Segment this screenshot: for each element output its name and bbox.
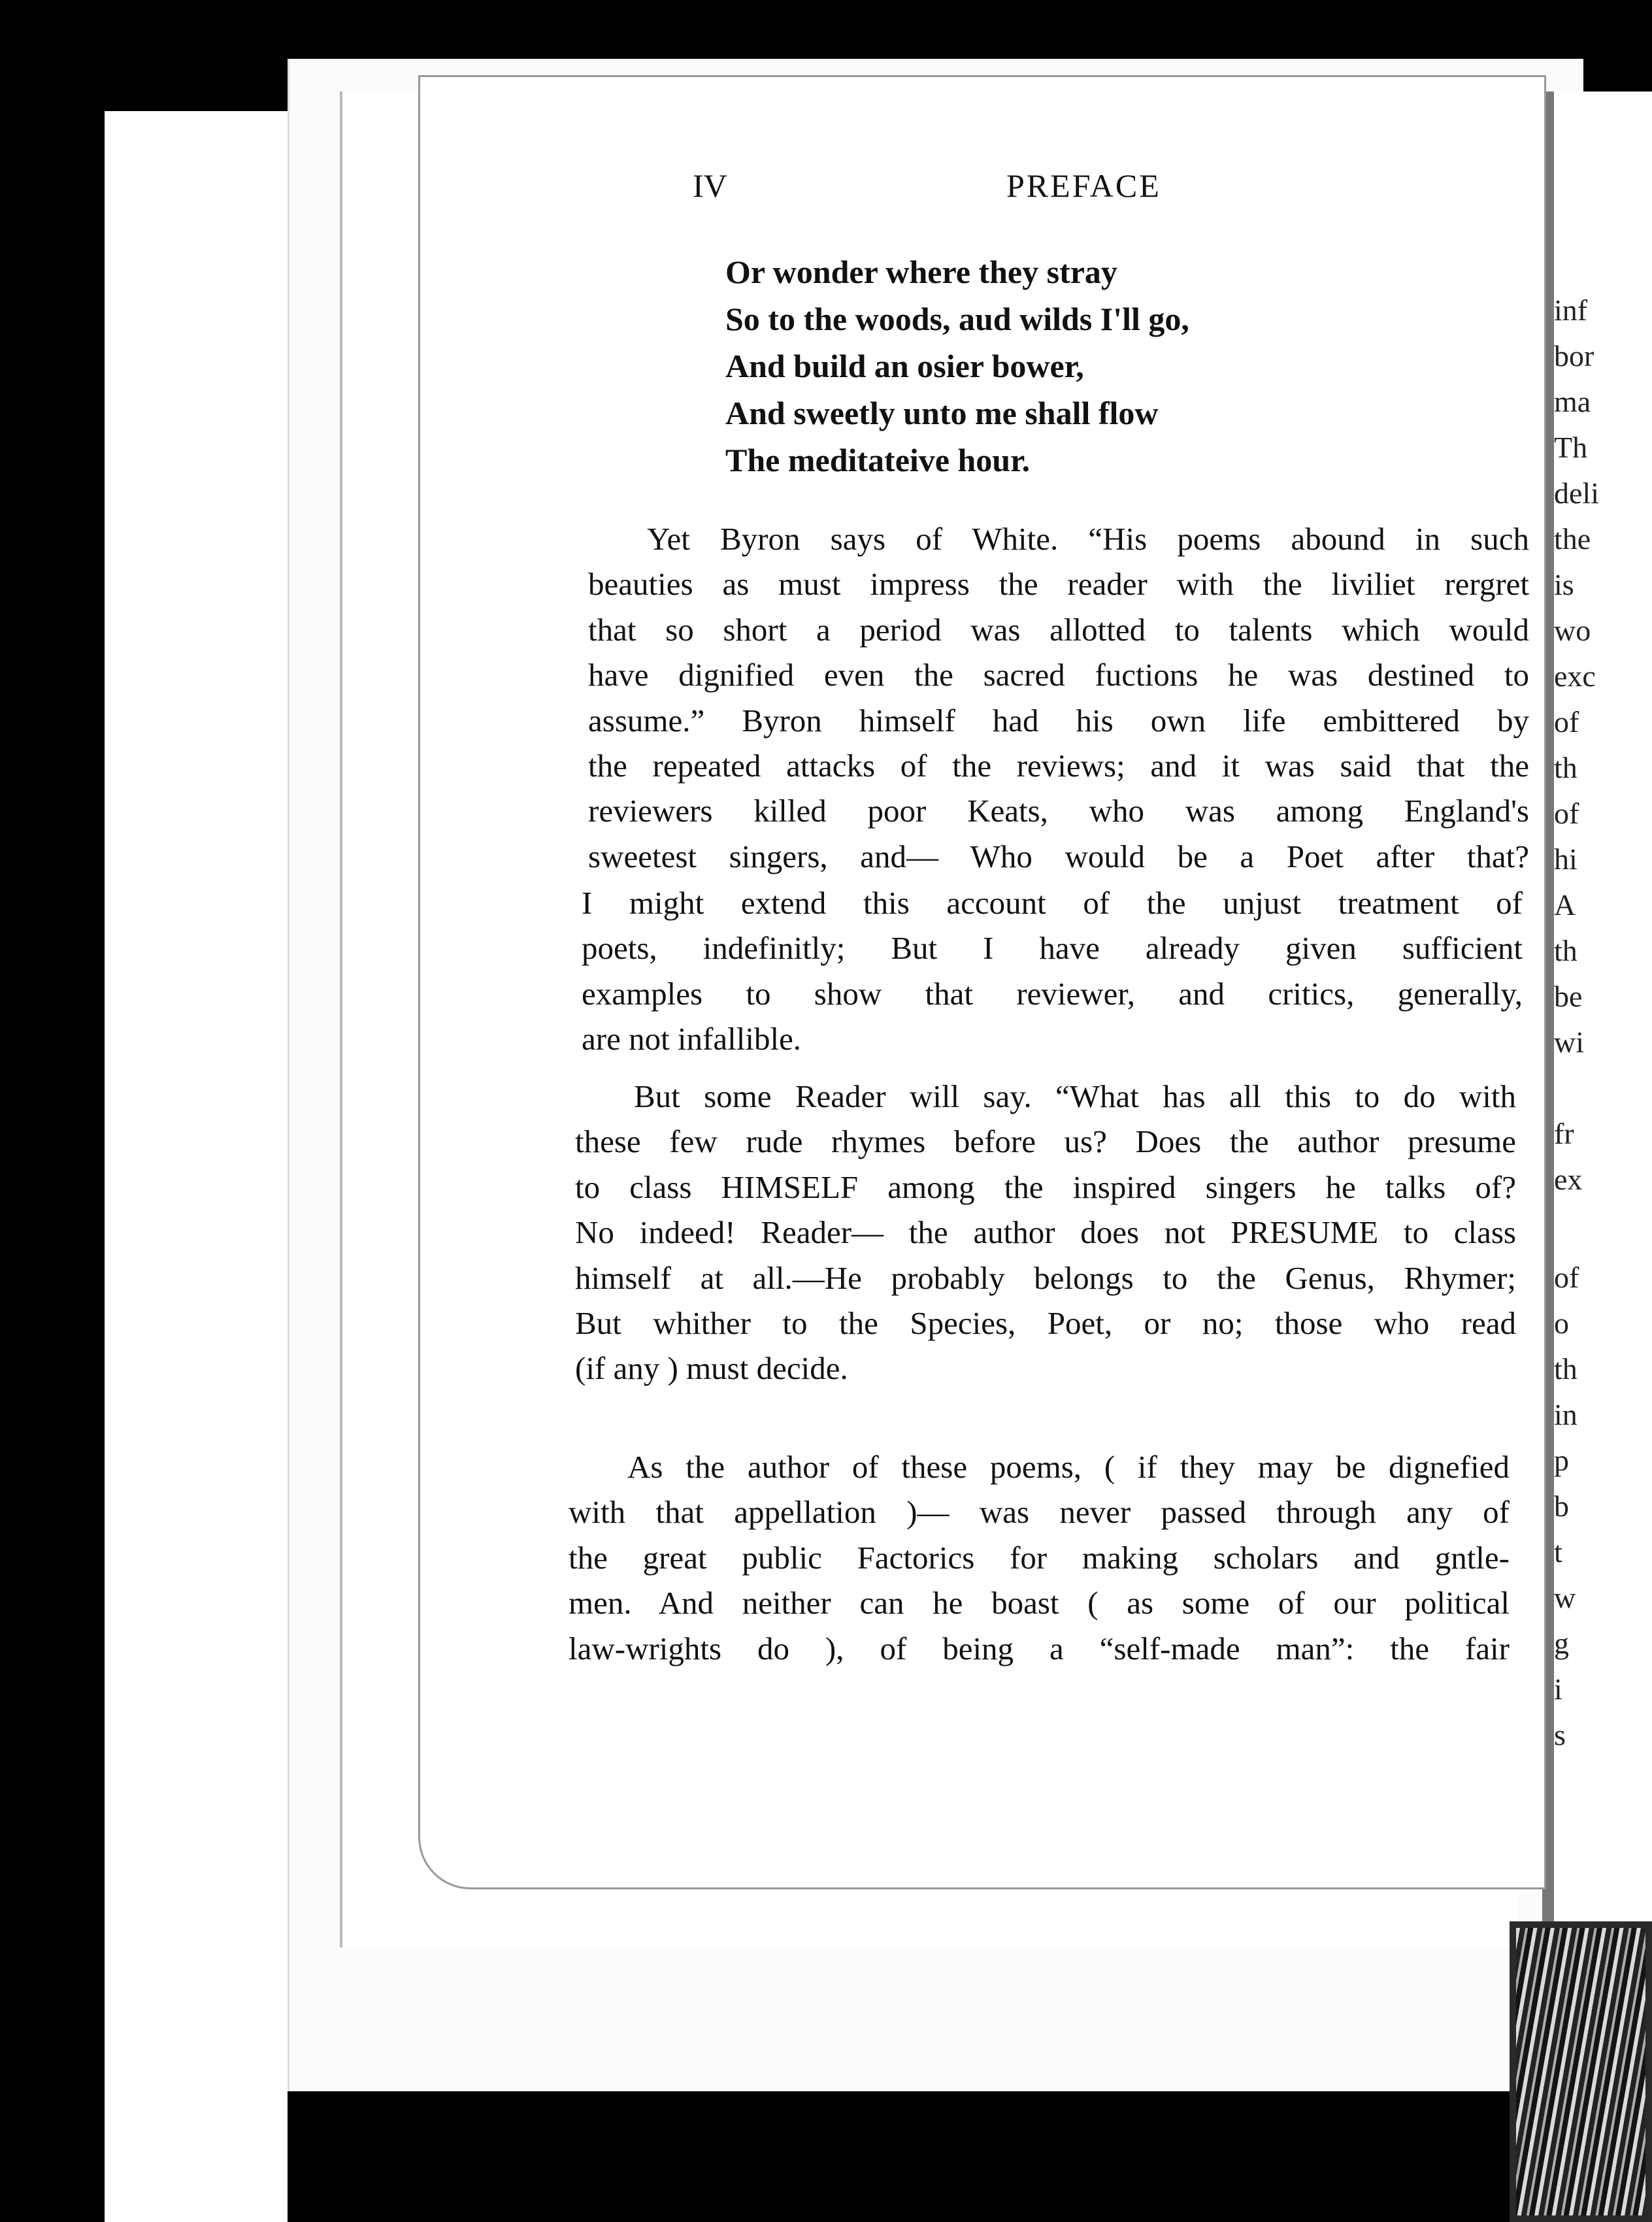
paragraph-reader-question — [575, 1074, 1516, 1391]
verse-quotation — [725, 248, 1313, 484]
facing-page-fragment: th — [1554, 751, 1578, 784]
facing-page-fragment: of — [1554, 1261, 1579, 1294]
binding-edge — [1510, 1921, 1652, 2222]
verse-line: The meditateive hour. — [725, 442, 1031, 478]
text-line: law-wrights do ), of being a “self-made man”: the fair — [569, 1630, 1510, 1666]
text-line: are not infallible. — [582, 1021, 802, 1057]
text-line: No indeed! Reader— the author does not PRESUME to class — [575, 1214, 1516, 1251]
facing-page-fragment: th — [1554, 934, 1578, 967]
verse-line: So to the woods, aud wilds I'll go, — [725, 301, 1189, 337]
facing-page-fragment: Th — [1554, 431, 1588, 464]
facing-page-fragment: deli — [1554, 476, 1599, 510]
text-line: But whither to the Species, Poet, or no; those who read — [575, 1304, 1516, 1341]
facing-page-fragment: s — [1554, 1718, 1566, 1751]
facing-page-fragment: be — [1554, 980, 1583, 1013]
text-line: have dignified even the sacred fuctions he was destined to — [588, 657, 1529, 693]
paragraph-byron — [588, 516, 1529, 879]
facing-page-fragment: bor — [1554, 339, 1594, 373]
facing-page-fragment: t — [1554, 1535, 1562, 1568]
facing-page-fragment: in — [1554, 1398, 1578, 1431]
text-line: these few rude rhymes before us? Does the author presume — [575, 1123, 1516, 1160]
facing-page-fragment: the — [1554, 522, 1591, 556]
text-line: sweetest singers, and— Who would be a Poet after that? — [588, 838, 1529, 874]
facing-page-text-lower — [1554, 1255, 1652, 1758]
facing-page-fragment: A — [1554, 888, 1576, 921]
text-line: reviewers killed poor Keats, who was among England's — [588, 793, 1529, 829]
text-line: the great public Factorics for making scholars and gntle- — [569, 1539, 1510, 1576]
back-sheet — [105, 111, 288, 2222]
facing-page-fragment: ma — [1554, 385, 1591, 418]
facing-page-fragment: wi — [1554, 1025, 1584, 1059]
text-line: the repeated attacks of the reviews; and it was said that the — [588, 747, 1529, 784]
text-line: As the author of these poems, ( if they may be dignefied — [627, 1449, 1510, 1485]
text-line: men. And neither can he boast ( as some of our political — [569, 1585, 1510, 1621]
verse-line: And sweetly unto me shall flow — [725, 395, 1159, 431]
text-line: examples to show that reviewer, and critics, generally, — [582, 975, 1523, 1012]
facing-page-text-upper — [1554, 288, 1652, 1202]
facing-page-fragment: ex — [1554, 1163, 1583, 1196]
text-line: (if any ) must decide. — [575, 1350, 848, 1387]
facing-page-fragment: b — [1554, 1489, 1569, 1523]
verse-line: Or wonder where they stray — [725, 254, 1117, 290]
facing-page-fragment: w — [1554, 1581, 1576, 1614]
verse-line: And build an osier bower, — [725, 348, 1084, 384]
running-head — [693, 167, 1202, 212]
facing-page-fragment: wo — [1554, 614, 1591, 647]
facing-page-fragment: o — [1554, 1306, 1569, 1340]
paragraph-unjust-treatment — [582, 880, 1523, 1062]
facing-page-fragment: hi — [1554, 842, 1578, 876]
paragraph-author-education — [569, 1444, 1510, 1671]
facing-page-fragment: fr — [1554, 1117, 1574, 1150]
text-line: to class HIMSELF among the inspired singers he talks of? — [575, 1169, 1516, 1205]
text-line: But some Reader will say. “What has all this to do with — [634, 1078, 1516, 1114]
facing-page-fragment: inf — [1554, 293, 1588, 327]
text-line: that so short a period was allotted to talents which would — [588, 611, 1529, 648]
facing-page-fragment: g — [1554, 1627, 1569, 1660]
text-line: I might extend this account of the unjust treatment of — [582, 885, 1523, 921]
text-line: assume.” Byron himself had his own life embittered by — [588, 702, 1529, 738]
section-title: PREFACE — [1006, 167, 1161, 204]
text-line: with that appellation )— was never passed through any of — [569, 1494, 1510, 1531]
text-line: poets, indefinitly; But I have already given sufficient — [582, 930, 1523, 967]
facing-page-fragment: p — [1554, 1444, 1569, 1477]
facing-page-fragment: th — [1554, 1352, 1578, 1385]
text-line: beauties as must impress the reader with the liviliet rergret — [588, 566, 1529, 603]
facing-page-fragment: exc — [1554, 659, 1596, 693]
text-line: himself at all.—He probably belongs to the Genus, Rhymer; — [575, 1259, 1516, 1296]
page-number: IV — [693, 167, 727, 204]
facing-page-fragment — [1554, 1065, 1652, 1111]
facing-page-fragment: i — [1554, 1672, 1562, 1706]
text-line: Yet Byron says of White. “His poems abound in such — [647, 521, 1529, 557]
facing-page-fragment: of — [1554, 705, 1579, 738]
facing-page-fragment: of — [1554, 797, 1579, 830]
facing-page-fragment: is — [1554, 568, 1574, 601]
binding-threads — [1516, 1928, 1645, 2215]
